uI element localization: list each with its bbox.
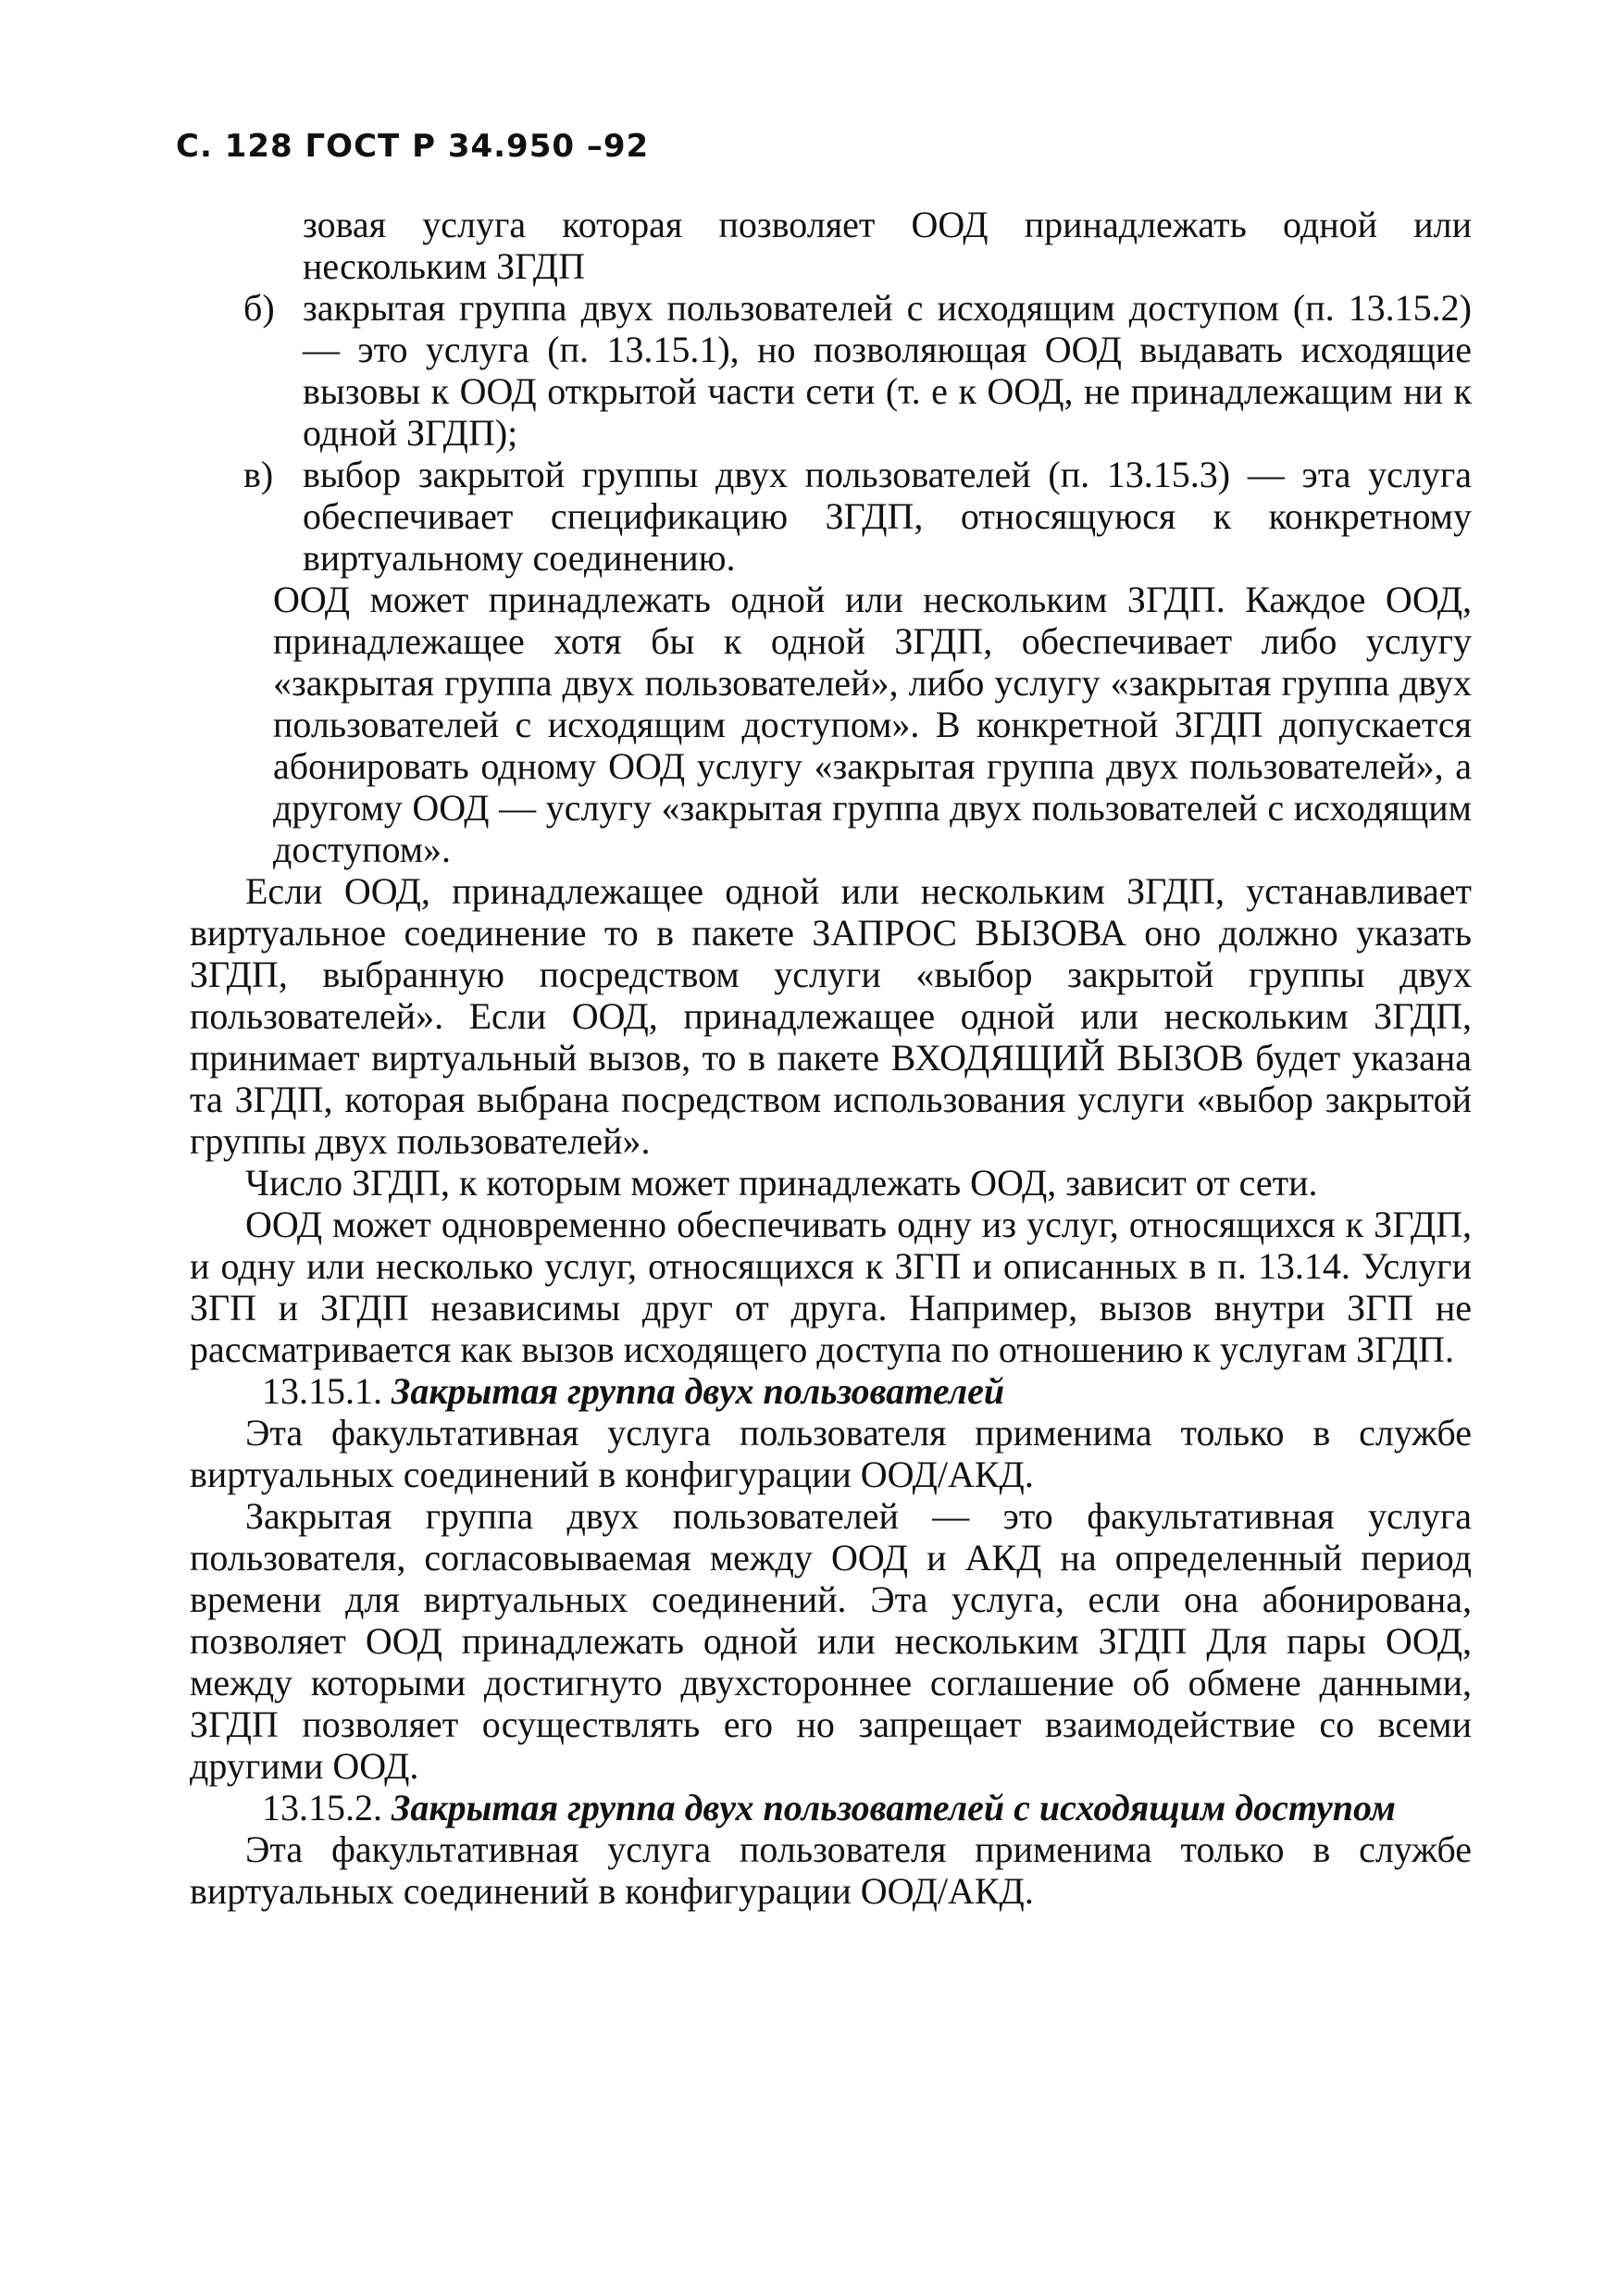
paragraph: ООД может одновременно обеспечивать одну из услуг, относящихся к ЗГДП, и одну или несколько услуг, относящихся к ЗГП и описанных в п. 13.14. Услуги ЗГП и ЗГДП независимы друг от друга. Например, вызов внутри ЗГП не рассматривается как вызов исходящего доступа по отношению к услугам ЗГДП.	[190, 1204, 1472, 1370]
section-number: 13.15.2.	[262, 1787, 382, 1828]
list-marker: в)	[243, 454, 274, 495]
continuation-text: зовая услуга которая позволяет ООД принадлежать одной или нескольким ЗГДП	[303, 204, 1472, 287]
page-body	[190, 204, 1472, 1912]
list-item-text: выбор закрытой группы двух пользователей (п. 13.15.3) — эта услуга обеспечивает спецификацию ЗГДП, относящуюся к конкретному виртуальному соединению.	[303, 454, 1472, 579]
section-title: Закрытая группа двух пользователей	[392, 1370, 1005, 1412]
paragraph: ООД может принадлежать одной или нескольким ЗГДП. Каждое ООД, принадлежащее хотя бы к одной ЗГДП, обеспечивает либо услугу «закрытая группа двух пользователей», либо услугу «закрытая группа двух пользователей с исходящим доступом». В конкретной ЗГДП допускается абонировать одному ООД услугу «закрытая группа двух пользователей», а другому ООД — услугу «закрытая группа двух пользователей с исходящим доступом».	[273, 579, 1472, 870]
section-title: Закрытая группа двух пользователей с исходящим доступом	[392, 1787, 1396, 1828]
section-number: 13.15.1.	[262, 1370, 382, 1412]
list-item-text: закрытая группа двух пользователей с исходящим доступом (п. 13.15.2) — это услуга (п. 13.15.1), но позволяющая ООД выдавать исходящие вызовы к ООД открытой части сети (т. е к ООД, не принадлежащим ни к одной ЗГДП);	[303, 287, 1472, 454]
list-item	[190, 454, 1472, 579]
section-heading	[190, 1370, 1472, 1412]
paragraph: Если ООД, принадлежащее одной или нескольким ЗГДП, устанавливает виртуальное соединение то в пакете ЗАПРОС ВЫЗОВА оно должно указать ЗГДП, выбранную посредством услуги «выбор закрытой группы двух пользователей». Если ООД, принадлежащее одной или нескольким ЗГДП, принимает виртуальный вызов, то в пакете ВХОДЯЩИЙ ВЫЗОВ будет указана та ЗГДП, которая выбрана посредством использования услуги «выбор закрытой группы двух пользователей».	[190, 870, 1472, 1162]
page-header: С. 128 ГОСТ Р 34.950 –92	[176, 128, 650, 165]
list-marker: б)	[243, 287, 275, 329]
paragraph: Эта факультативная услуга пользователя применима только в службе виртуальных соединений в конфигурации ООД/АКД.	[190, 1828, 1472, 1912]
paragraph: Закрытая группа двух пользователей — это факультативная услуга пользователя, согласовываемая между ООД и АКД на определенный период времени для виртуальных соединений. Эта услуга, если она абонирована, позволяет ООД принадлежать одной или нескольким ЗГДП Для пары ООД, между которыми достигнуто двухстороннее соглашение об обмене данными, ЗГДП позволяет осуществлять его но запрещает взаимодействие со всеми другими ООД.	[190, 1495, 1472, 1787]
section-heading	[190, 1787, 1472, 1828]
list-item	[190, 287, 1472, 454]
paragraph: Эта факультативная услуга пользователя применима только в службе виртуальных соединений в конфигурации ООД/АКД.	[190, 1412, 1472, 1495]
paragraph: Число ЗГДП, к которым может принадлежать ООД, зависит от сети.	[245, 1162, 1318, 1204]
